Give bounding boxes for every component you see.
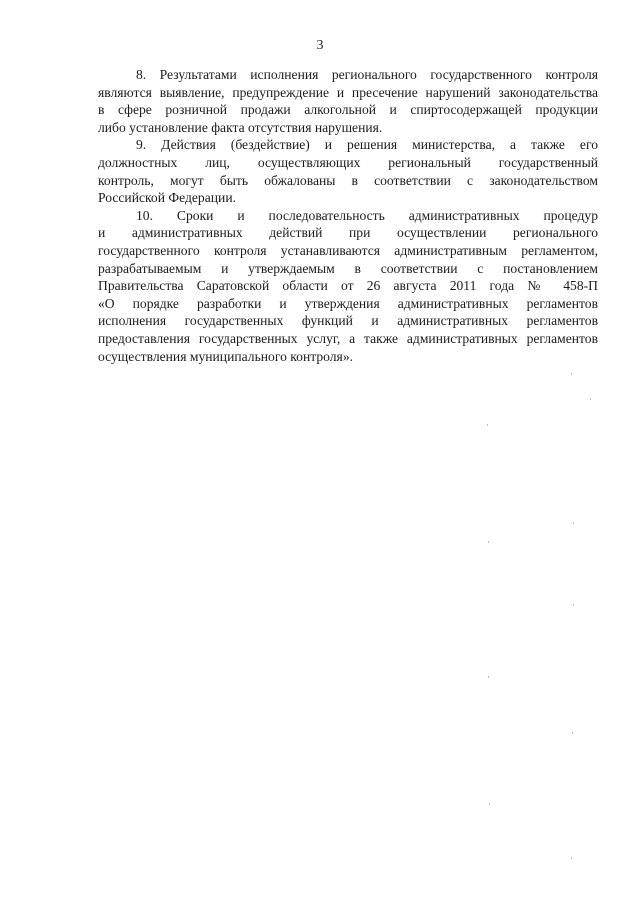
text-line: «О порядке разработки и утверждения административных регламентов — [98, 295, 598, 311]
text-line: 10. Сроки и последовательность административных процедур — [136, 207, 598, 223]
text-line: в сфере розничной продажи алкогольной и спиртосодержащей продукции — [98, 102, 598, 118]
text-line: являются выявление, предупреждение и пресечение нарушений законодательства — [98, 84, 598, 100]
scan-speck — [572, 732, 573, 734]
document-body — [98, 66, 598, 365]
text-line: Российской Федерации. — [98, 190, 236, 206]
scan-speck — [488, 541, 489, 543]
scan-speck — [488, 676, 489, 678]
scan-speck — [573, 604, 574, 606]
paragraph-10 — [98, 207, 598, 365]
scan-speck — [573, 522, 574, 524]
text-line: либо установление факта отсутствия нарушения. — [98, 119, 383, 135]
scan-speck — [590, 398, 591, 400]
paragraph-9 — [98, 136, 598, 206]
text-line: предоставления государственных услуг, а также административных регламентов — [98, 330, 598, 346]
text-line: должностных лиц, осуществляющих региональный государственный — [98, 154, 598, 170]
scan-speck — [571, 373, 572, 375]
scan-speck — [487, 424, 488, 426]
text-line: исполнения государственных функций и административных регламентов — [98, 313, 598, 329]
text-line: осуществления муниципального контроля». — [98, 348, 354, 364]
text-line: и административных действий при осуществлении регионального — [98, 225, 598, 241]
text-line: 8. Результатами исполнения регионального государственного контроля — [136, 67, 598, 82]
text-line: 9. Действия (бездействие) и решения министерства, а также его — [136, 137, 598, 153]
text-line: государственного контроля устанавливаются административным регламентом, — [98, 242, 598, 258]
text-line: Правительства Саратовской области от 26 августа 2011 года № 458-П — [98, 278, 598, 294]
scan-speck — [571, 857, 572, 859]
page-number: 3 — [316, 38, 324, 53]
scan-speck — [489, 803, 490, 805]
text-line: разрабатываемым и утверждаемым в соответствии с постановлением — [98, 260, 598, 276]
paragraph-8 — [98, 66, 598, 136]
text-line: контроль, могут быть обжалованы в соответствии с законодательством — [98, 172, 598, 188]
